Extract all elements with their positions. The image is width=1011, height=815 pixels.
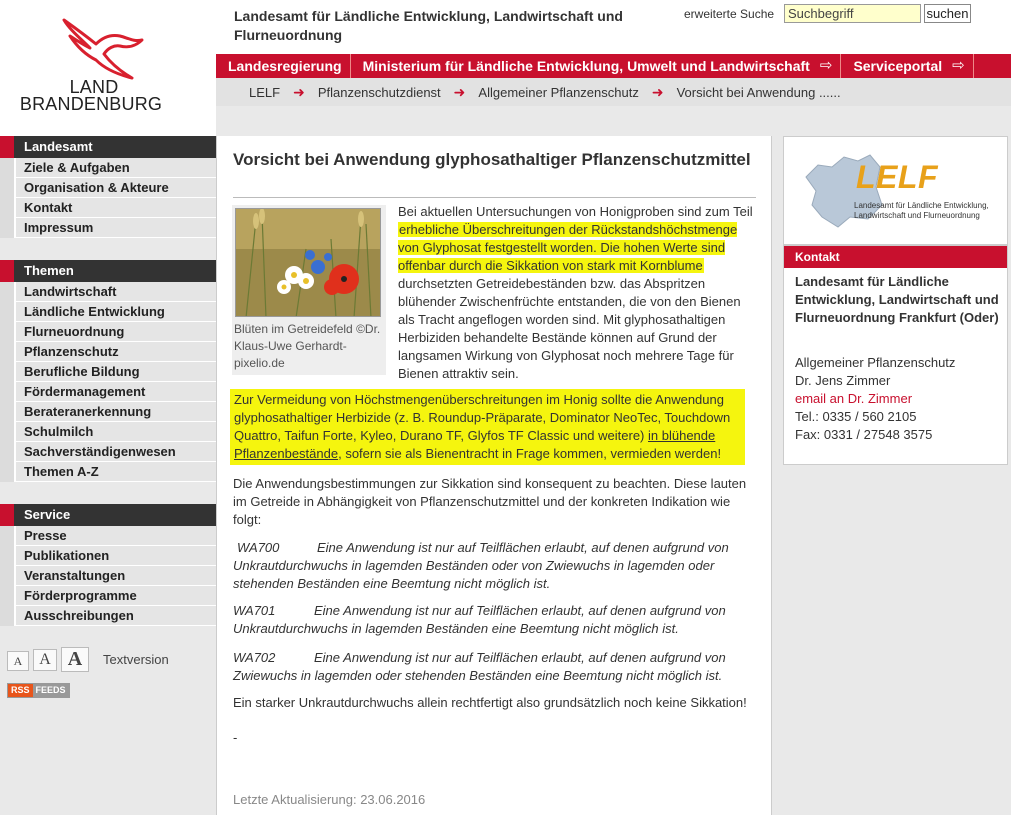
logo-line-brandenburg: BRANDENBURG [19,94,163,114]
lelf-subtitle: Landesamt für Ländliche Entwicklung, Landwirtschaft und Flurneuordnung [854,201,989,220]
font-size-large-button[interactable]: A [61,647,89,672]
flowering-stands-link[interactable]: in blühende Pflanzenbestände [234,428,716,461]
breadcrumb-arrow-icon: ➜ [453,83,466,100]
breadcrumb-item[interactable]: Allgemeiner Pflanzenschutz [478,84,639,100]
header [216,0,1011,54]
sidebar-item[interactable]: Ziele & Aufgaben [0,158,216,178]
sidebar-item[interactable]: Ländliche Entwicklung [0,302,216,322]
nav-landesregierung[interactable] [216,54,351,78]
nav-label: Serviceportal [853,58,943,74]
contact-person: Dr. Jens Zimmer [795,373,891,388]
contact-phone: Tel.: 0335 / 560 2105 [795,409,917,424]
rss-label: RSS [8,684,33,697]
dash-separator: - [233,730,238,745]
rule-wa702 [233,649,753,685]
rule-code: WA701 [233,603,276,618]
contact-email-link[interactable]: email an Dr. Zimmer [795,391,913,406]
rule-code: WA702 [233,650,276,665]
sidebar [0,136,216,648]
highlight-text: Zur Vermeidung von Höchstmengenüberschreitungen im Honig sollte die Anwendung glyphosathaltiger Herbizide (z. B. Roundup-Präparate, Dominator NeoTec, Touchdown Quattro, Taifun Forte, Kyleo, Durano TF, Glyfos TF Classic und weitere) [234,392,731,443]
menu-heading: Themen [0,260,216,282]
sidebar-item[interactable]: Landwirtschaft [0,282,216,302]
menu-heading: Service [0,504,216,526]
rule-wa700 [233,539,753,593]
sidebar-item[interactable]: Ausschreibungen [0,606,216,626]
font-size-small-button[interactable]: A [7,651,29,671]
sidebar-item[interactable]: Themen A-Z [0,462,216,482]
rule-text: Eine Anwendung ist nur auf Teilflächen erlaubt, auf denen aufgrund von Unkrautdurchwuchs in lagemden Beständen oder von Zwiewuchs in lagemden oder stehenden Beständen eine Beemtung nicht möglich ist. [233,540,729,591]
search-input[interactable] [784,4,921,23]
sidebar-item[interactable]: Publikationen [0,546,216,566]
font-size-controls [7,647,169,672]
closing-paragraph: Ein starker Unkrautdurchwuchs allein rechtfertigt also grundsätzlich noch keine Sikkation! [233,695,747,710]
sidebar-item[interactable]: Flurneuordnung [0,322,216,342]
intro-paragraph [398,203,758,383]
sidebar-item[interactable]: Veranstaltungen [0,566,216,586]
contact-box [783,245,1008,465]
lelf-logo-box[interactable] [783,136,1008,245]
external-arrow-icon: ⇨ [952,57,965,74]
feeds-label: FEEDS [33,684,69,697]
textversion-link[interactable]: Textversion [103,652,169,667]
main-content [216,136,772,815]
nav-label: Ministerium für Ländliche Entwicklung, Umwelt und Landwirtschaft [362,58,810,74]
rules-intro: Die Anwendungsbestimmungen zur Sikkation sind konsequent zu beachten. Diese lauten im Getreide in Abhängigkeit von Pflanzenschutzmittel und der konkreten Indikation wie folgt: [233,476,747,527]
sidebar-item[interactable]: Impressum [0,218,216,238]
rule-code: WA700 [237,540,280,555]
highlight-paragraph [230,389,745,465]
nav-label: Landesregierung [228,58,342,74]
highlight-text-rest: , sofern sie als Bienentracht in Frage kommen, vermieden werden! [338,446,722,461]
sidebar-item[interactable]: Organisation & Akteure [0,178,216,198]
sidebar-item[interactable]: Kontakt [0,198,216,218]
sidebar-item[interactable]: Schulmilch [0,422,216,442]
sidebar-item[interactable]: Förderprogramme [0,586,216,606]
rule-text: Eine Anwendung ist nur auf Teilflächen erlaubt, auf denen aufgrund von Unkrautdurchwuchs in lagemden Beständen eine Beemtung nicht möglich ist. [233,603,726,636]
contact-heading: Kontakt [784,246,1007,268]
top-navigation [216,54,1011,78]
search-button[interactable]: suchen [924,4,971,23]
title-divider [233,197,756,198]
menu-group-landesamt [0,136,216,238]
sidebar-item[interactable]: Fördermanagement [0,382,216,402]
sidebar-item[interactable]: Berufliche Bildung [0,362,216,382]
external-arrow-icon: ⇨ [819,57,833,74]
photo-caption: Blüten im Getreidefeld ©Dr. Klaus-Uwe Gerhardt-pixelio.de [234,322,381,370]
nav-serviceportal[interactable] [841,54,973,78]
breadcrumb [216,78,1011,106]
contact-organization: Landesamt für Ländliche Entwicklung, Landwirtschaft und Flurneuordnung Frankfurt (Oder) [795,274,999,325]
logo-line-land: LAND [69,77,119,97]
last-update: Letzte Aktualisierung: 23.06.2016 [233,792,426,807]
nav-ministerium[interactable] [351,54,842,78]
breadcrumb-item[interactable]: Pflanzenschutzdienst [317,84,441,100]
land-brandenburg-logo[interactable] [0,0,216,136]
menu-group-themen [0,260,216,482]
rule-wa701 [233,602,753,638]
breadcrumb-arrow-icon: ➜ [651,83,664,100]
breadcrumb-arrow-icon: ➜ [293,83,305,100]
breadcrumb-current: Vorsicht bei Anwendung ...... [676,84,841,100]
intro-highlight: erhebliche Überschreitungen der Rückstandshöchstmenge von Glyphosat festgestellt worden. Die hohen Werte sind offenbar durch die Sikkation von stark mit Kornblume [398,222,738,273]
advanced-search-link[interactable]: erweiterte Suche [684,7,775,21]
sidebar-item[interactable]: Presse [0,526,216,546]
photo-figure [232,205,386,375]
lelf-wordmark: LELF [856,159,938,195]
intro-text-rest: durchsetzten Getreidebeständen bzw. das Abspritzen blühender Zwischenfrüchte entstanden, die von den Bienen als Tracht angeflogen worden sind. Mit glyphosathaltigen Herbiziden behandelte Bestände können auf Grund der langsamen Wirkung von Glyphosat noch mehrere Tage für Bienen attraktiv sein. [398,276,741,381]
menu-heading: Landesamt [0,136,216,158]
agency-title: Landesamt für Ländliche Entwicklung, Landwirtschaft und Flurneuordnung [234,8,623,43]
breadcrumb-item[interactable]: LELF [249,84,281,100]
sidebar-item[interactable]: Pflanzenschutz [0,342,216,362]
contact-department: Allgemeiner Pflanzenschutz [795,355,956,370]
flower-field-photo[interactable] [235,208,381,317]
font-size-medium-button[interactable]: A [33,649,57,671]
rss-feeds-badge[interactable] [7,683,70,698]
sidebar-item[interactable]: Sachverständigenwesen [0,442,216,462]
page-title: Vorsicht bei Anwendung glyphosathaltiger Pflanzenschutzmittel [233,150,751,169]
rule-text: Eine Anwendung ist nur auf Teilflächen erlaubt, auf denen aufgrund von Zwiewuchs in lagemden oder stehenden Beständen eine Beemtung nicht möglich ist. [233,650,726,683]
red-eagle-logo-icon [58,14,148,82]
sidebar-item[interactable]: Beraterane​rkennung [0,402,216,422]
intro-text: Bei aktuellen Untersuchungen von Honigproben sind zum Teil [398,204,753,219]
contact-fax: Fax: 0331 / 27548 3575 [795,427,933,442]
menu-group-service [0,504,216,626]
